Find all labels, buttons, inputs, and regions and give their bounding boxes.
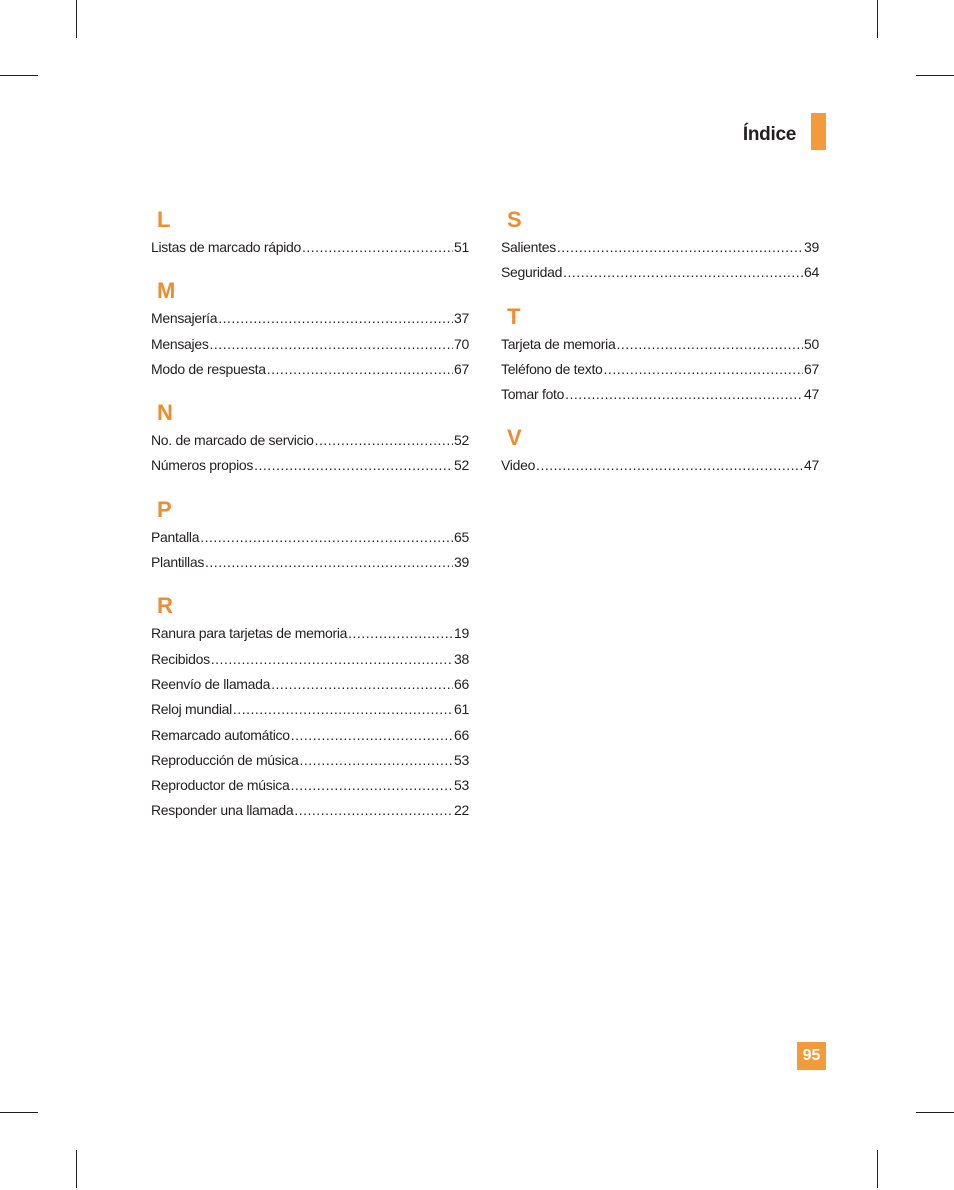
entry-term: Pantalla [151, 528, 200, 545]
dot-leader [254, 453, 453, 478]
index-section [151, 399, 469, 479]
index-section [151, 206, 469, 260]
index-entry [151, 773, 469, 798]
entry-page-number: 37 [454, 310, 469, 327]
index-entry [151, 748, 469, 773]
index-entry [151, 550, 469, 575]
index-section [151, 496, 469, 576]
entry-page-number: 51 [454, 239, 469, 255]
index-entry [151, 697, 469, 722]
section-tab-marker [811, 113, 826, 150]
section-letter: M [157, 278, 176, 304]
dot-leader [557, 235, 803, 260]
crop-mark [76, 1150, 77, 1188]
index-entry [151, 798, 469, 823]
page-number: 95 [797, 1042, 826, 1070]
entry-page-number: 19 [454, 625, 469, 642]
crop-mark [0, 1112, 38, 1113]
index-section [501, 206, 819, 286]
index-entry [151, 357, 469, 382]
index-entry [151, 428, 469, 453]
index-column-left [151, 206, 469, 841]
dot-leader [604, 357, 803, 382]
entry-page-number: 52 [454, 457, 469, 474]
entry-term: Modo de respuesta [151, 360, 266, 377]
section-letter: V [507, 425, 522, 451]
index-entry [501, 382, 819, 407]
entry-term: Mensajería [151, 310, 218, 327]
entry-term: Tomar foto [501, 386, 565, 403]
entry-page-number: 66 [454, 675, 469, 692]
entry-page-number: 38 [454, 650, 469, 667]
crop-mark [916, 1112, 954, 1113]
index-column-right [501, 206, 819, 496]
entry-term: Teléfono de texto [501, 360, 603, 377]
index-section [151, 592, 469, 823]
dot-leader [302, 235, 453, 260]
entry-term: Reenvío de llamada [151, 675, 271, 692]
entry-term: Tarjeta de memoria [501, 335, 616, 352]
dot-leader [233, 697, 453, 722]
dot-leader [205, 550, 453, 575]
dot-leader [536, 453, 803, 478]
crop-mark [877, 0, 878, 38]
entry-term: Seguridad [501, 264, 563, 281]
index-entry [151, 723, 469, 748]
dot-leader [267, 357, 453, 382]
index-entry [151, 453, 469, 478]
entry-page-number: 52 [454, 432, 469, 449]
section-letter: L [157, 207, 171, 232]
crop-mark [877, 1150, 878, 1188]
entry-term: Ranura para tarjetas de memoria [151, 625, 348, 642]
section-letter: N [157, 400, 173, 426]
entry-term: Recibidos [151, 650, 210, 667]
index-entry [501, 357, 819, 382]
entry-term: Reproducción de música [151, 751, 299, 768]
dot-leader [218, 306, 453, 331]
index-entry [501, 332, 819, 357]
section-letter: T [507, 303, 521, 329]
dot-leader [616, 332, 803, 357]
dot-leader [315, 428, 453, 453]
dot-leader [200, 525, 453, 550]
section-title: Índice [742, 124, 796, 145]
entry-page-number: 47 [804, 457, 819, 474]
index-entry [151, 525, 469, 550]
dot-leader [299, 748, 453, 773]
entry-term: Responder una llamada [151, 802, 294, 819]
entry-page-number: 61 [454, 701, 469, 718]
entry-page-number: 70 [454, 335, 469, 352]
entry-term: Números propios [151, 457, 254, 474]
dot-leader [565, 382, 803, 407]
dot-leader [271, 672, 453, 697]
entry-term: Listas de marcado rápido [151, 239, 301, 255]
entry-page-number: 65 [454, 528, 469, 545]
crop-mark [76, 0, 77, 38]
dot-leader [563, 260, 803, 285]
entry-term: Reproductor de música [151, 777, 290, 794]
entry-term: Reloj mundial [151, 701, 232, 718]
entry-page-number: 53 [454, 777, 469, 794]
section-letter: S [507, 207, 522, 232]
entry-term: Video [501, 457, 536, 474]
entry-page-number: 67 [454, 360, 469, 377]
index-entry [501, 453, 819, 478]
entry-page-number: 47 [804, 386, 819, 403]
index-entry [151, 647, 469, 672]
entry-page-number: 66 [454, 726, 469, 743]
entry-page-number: 22 [454, 802, 469, 819]
entry-term: Remarcado automático [151, 726, 290, 743]
dot-leader [291, 723, 453, 748]
index-section [501, 303, 819, 408]
dot-leader [210, 332, 453, 357]
index-entry [151, 306, 469, 331]
dot-leader [211, 647, 453, 672]
entry-page-number: 39 [454, 554, 469, 571]
index-entry [151, 621, 469, 646]
entry-page-number: 67 [804, 360, 819, 377]
index-entry [151, 672, 469, 697]
dot-leader [348, 621, 453, 646]
section-letter: R [157, 593, 173, 619]
entry-page-number: 64 [804, 264, 819, 281]
index-entry [151, 235, 469, 260]
index-section [501, 424, 819, 478]
entry-term: No. de marcado de servicio [151, 432, 314, 449]
index-section [151, 277, 469, 382]
entry-page-number: 53 [454, 751, 469, 768]
entry-page-number: 39 [804, 239, 819, 255]
entry-term: Mensajes [151, 335, 209, 352]
crop-mark [0, 75, 38, 76]
entry-page-number: 50 [804, 335, 819, 352]
section-letter: P [157, 496, 172, 522]
dot-leader [294, 798, 453, 823]
entry-term: Salientes [501, 239, 556, 255]
index-entry [501, 260, 819, 285]
index-entry [151, 332, 469, 357]
dot-leader [290, 773, 453, 798]
crop-mark [916, 75, 954, 76]
index-entry [501, 235, 819, 260]
entry-term: Plantillas [151, 554, 205, 571]
